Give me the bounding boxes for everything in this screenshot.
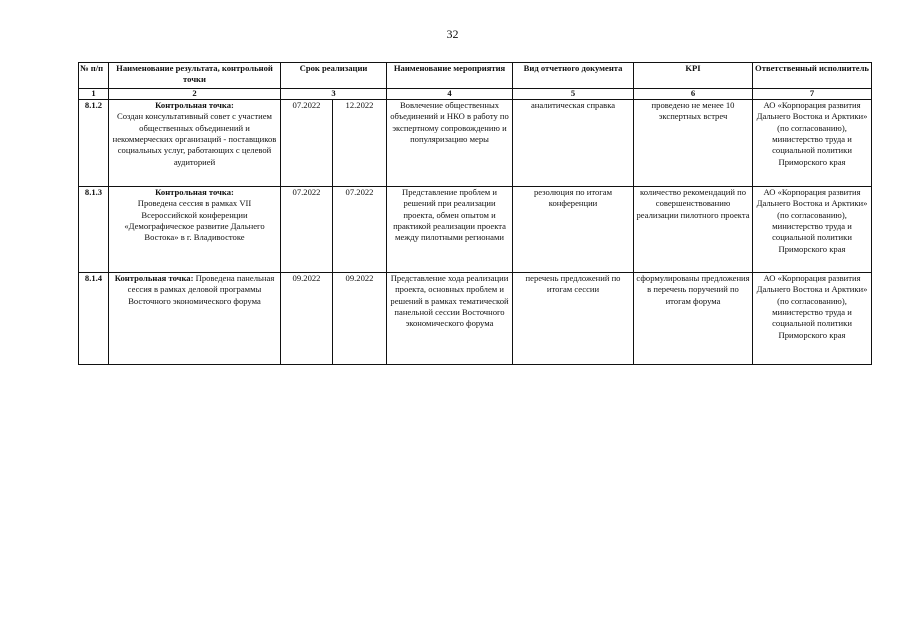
result-text: Проведена панельная сессия в рамках деловой программы Восточного экономического форума: [127, 273, 275, 306]
result-text: Проведена сессия в рамках VII Всероссийской конференции «Демографическое развитие Дальнего Востока» в г. Владивостоке: [124, 198, 265, 243]
executor-cell: АО «Корпорация развития Дальнего Востока и Арктики» (по согласованию), министерство труда и социальной политики Приморского края: [753, 273, 872, 365]
end-date: 09.2022: [333, 273, 387, 365]
executor-cell: АО «Корпорация развития Дальнего Востока и Арктики» (по согласованию), министерство труда и социальной политики Приморского края: [753, 187, 872, 273]
control-point-label: Контрольная точка:: [155, 187, 234, 197]
column-number: 1: [79, 89, 109, 100]
header-executor: Ответственный исполнитель: [753, 63, 872, 89]
end-date: 12.2022: [333, 100, 387, 187]
column-number: 4: [387, 89, 513, 100]
event-cell: Представление проблем и решений при реализации проекта, обмен опытом и практикой реализации проекта между пилотными регионами: [387, 187, 513, 273]
end-date: 07.2022: [333, 187, 387, 273]
header-document: Вид отчетного документа: [513, 63, 634, 89]
kpi-cell: сформулированы предложения в перечень поручений по итогам форума: [634, 273, 753, 365]
document-cell: аналитическая справка: [513, 100, 634, 187]
start-date: 07.2022: [281, 187, 333, 273]
event-cell: Вовлечение общественных объединений и НКО в работу по экспертному сопровождению и популяризацию меры: [387, 100, 513, 187]
header-result: Наименование результата, контрольной точки: [109, 63, 281, 89]
header-period: Срок реализации: [281, 63, 387, 89]
result-text: Создан консультативный совет с участием общественных объединений и некоммерческих организаций - поставщиков социальных услуг, работающих с целевой аудиторией: [112, 111, 277, 167]
document-cell: перечень предложений по итогам сессии: [513, 273, 634, 365]
page-number: 32: [446, 27, 459, 41]
start-date: 09.2022: [281, 273, 333, 365]
column-number: 6: [634, 89, 753, 100]
table-row: [79, 100, 872, 187]
kpi-cell: проведено не менее 10 экспертных встреч: [634, 100, 753, 187]
result-cell: [109, 100, 281, 187]
column-number: 7: [753, 89, 872, 100]
row-number: 8.1.3: [79, 187, 109, 273]
row-number: 8.1.4: [79, 273, 109, 365]
result-cell: [109, 187, 281, 273]
control-points-table: [78, 62, 872, 365]
table-row: [79, 187, 872, 273]
header-kpi: KPI: [634, 63, 753, 89]
column-number: 3: [281, 89, 387, 100]
start-date: 07.2022: [281, 100, 333, 187]
control-point-label: Контрольная точка:: [114, 273, 194, 283]
column-number-row: [79, 89, 872, 100]
row-number: 8.1.2: [79, 100, 109, 187]
header-event: Наименование мероприятия: [387, 63, 513, 89]
document-cell: резолюция по итогам конференции: [513, 187, 634, 273]
table-row: [79, 273, 872, 365]
control-point-label: Контрольная точка:: [155, 100, 234, 110]
kpi-cell: количество рекомендаций по совершенствованию реализации пилотного проекта: [634, 187, 753, 273]
executor-cell: АО «Корпорация развития Дальнего Востока и Арктики» (по согласованию), министерство труда и социальной политики Приморского края: [753, 100, 872, 187]
event-cell: Представление хода реализации проекта, основных проблем и решений в рамках тематической панельной сессии Восточного экономического форума: [387, 273, 513, 365]
header-number: № п/п: [79, 63, 109, 89]
result-cell: [109, 273, 281, 365]
column-number: 5: [513, 89, 634, 100]
header-row: [79, 63, 872, 89]
column-number: 2: [109, 89, 281, 100]
